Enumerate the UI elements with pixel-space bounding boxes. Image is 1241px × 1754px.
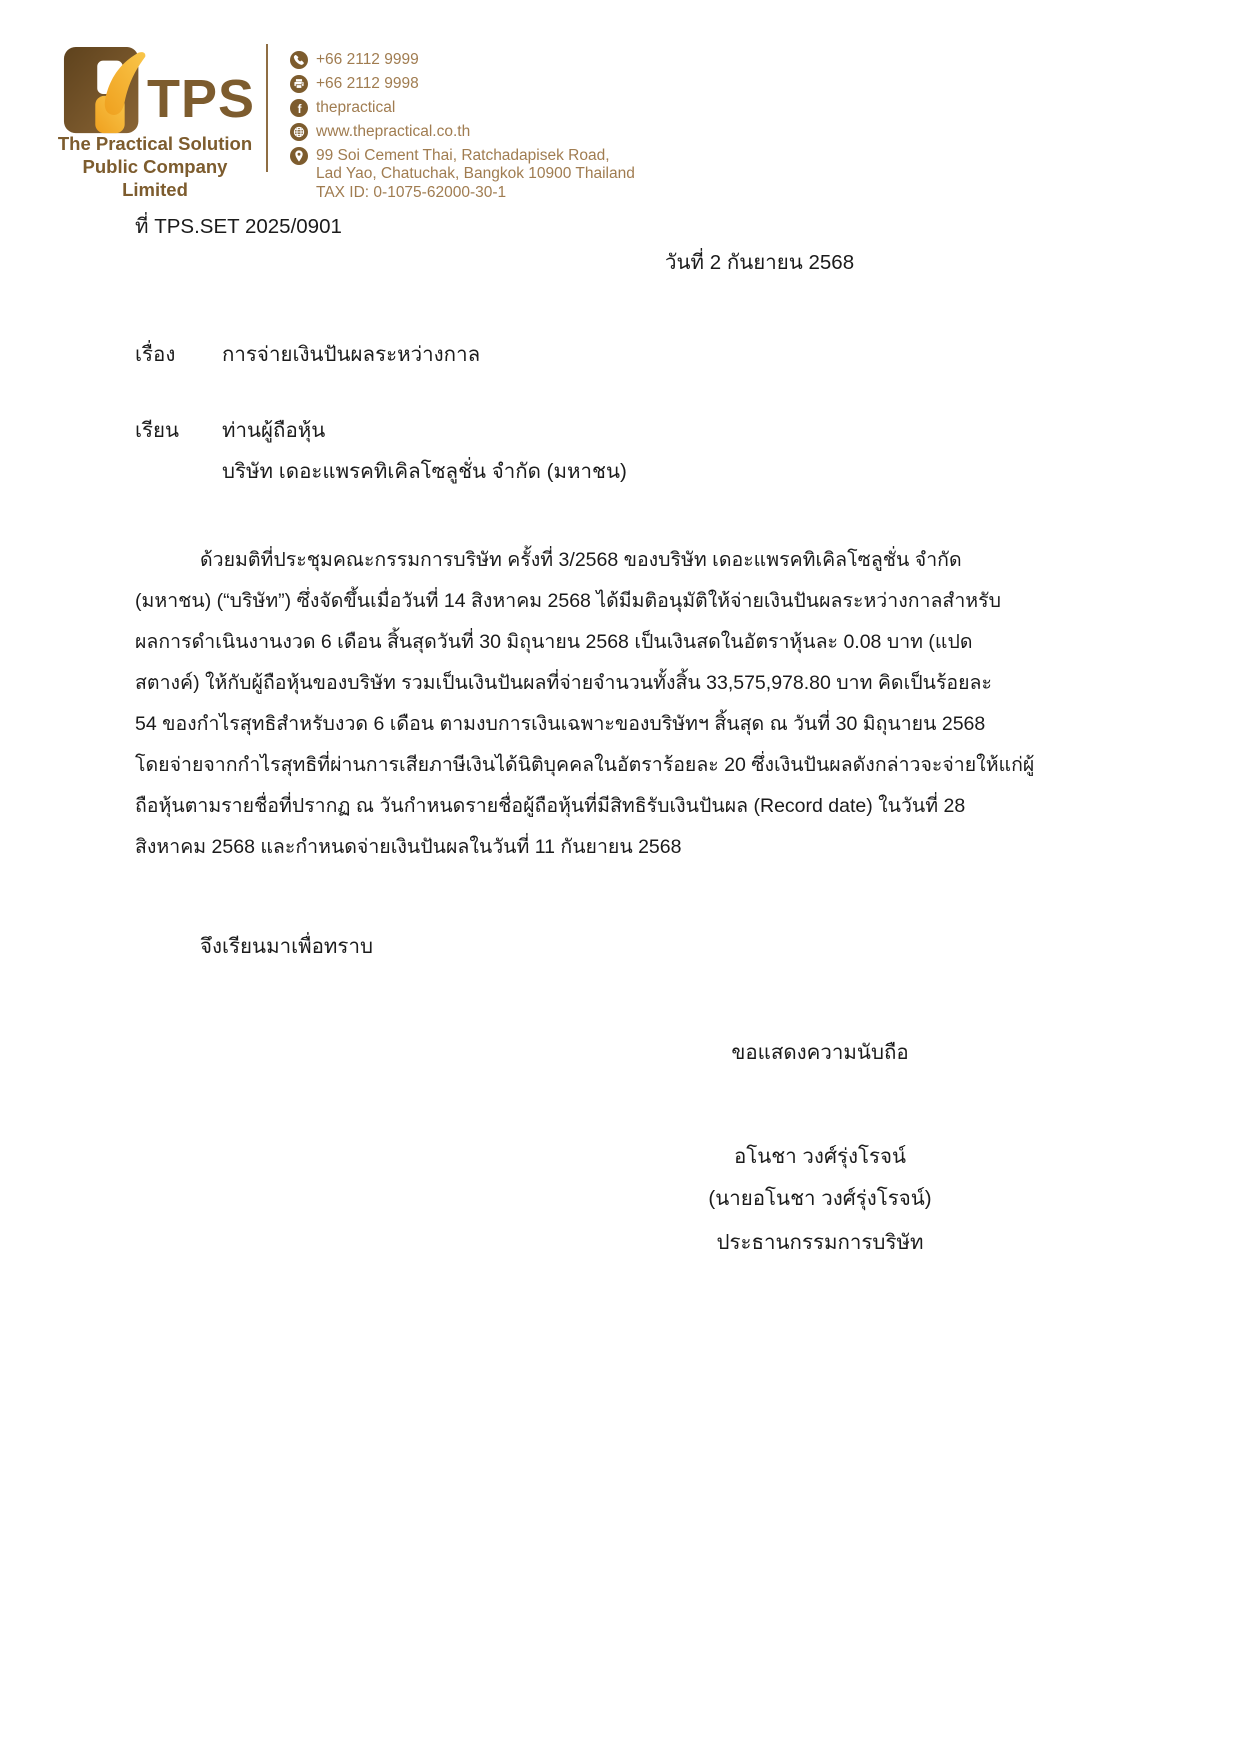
body-line: ถือหุ้นตามรายชื่อที่ปรากฏ ณ วันกำหนดรายชื่อผู้ถือหุ้นที่มีสิทธิรับเงินปันผล (Record date) ในวันที่ 28 [135, 795, 966, 817]
body-line: ผลการดำเนินงานงวด 6 เดือน สิ้นสุดวันที่ 30 มิถุนายน 2568 เป็นเงินสดในอัตราหุ้นละ 0.08 บาท (แปด [135, 631, 973, 653]
body-line: สตางค์) ให้กับผู้ถือหุ้นของบริษัท รวมเป็นเงินปันผลที่จ่ายจำนวนทั้งสิ้น 33,575,978.80 บาท คิดเป็นร้อยละ [135, 672, 992, 694]
svg-text:f: f [297, 102, 302, 116]
contact-facebook: thepractical [316, 99, 396, 116]
contact-address-line1: 99 Soi Cement Thai, Ratchadapisek Road, [316, 147, 610, 164]
brand-tagline-1: The Practical Solution [57, 133, 253, 154]
salutation-text: ท่านผู้ถือหุ้น [222, 419, 326, 442]
globe-icon [290, 123, 308, 141]
contact-tax-id: TAX ID: 0-1075-62000-30-1 [316, 184, 507, 201]
salutation-label: เรียน [135, 419, 180, 442]
signer-title: ประธานกรรมการบริษัท [716, 1231, 924, 1254]
letterhead-divider [266, 44, 268, 172]
brand-tagline-2: Public Company Limited [82, 156, 228, 200]
body-line: สิงหาคม 2568 และกำหนดจ่ายเงินปันผลในวันที่ 11 กันยายน 2568 [135, 836, 682, 858]
signer-name: อโนชา วงศ์รุ่งโรจน์ [733, 1145, 907, 1168]
contact-row-website [290, 123, 470, 141]
body-line: 54 ของกำไรสุทธิสำหรับงวด 6 เดือน ตามงบการเงินเฉพาะของบริษัทฯ สิ้นสุด ณ วันที่ 30 มิถุนายน 2568 [135, 713, 986, 735]
recipient-company-name: บริษัท เดอะแพรคทิเคิลโซลูชั่น จำกัด (มหาชน) [222, 460, 627, 483]
contact-row-phone [290, 51, 419, 69]
contact-phone: +66 2112 9999 [316, 51, 419, 68]
brand-taglines [54, 132, 256, 201]
phone-icon [290, 51, 308, 69]
fax-icon [290, 75, 308, 93]
contact-address-line2: Lad Yao, Chatuchak, Bangkok 10900 Thailand [316, 165, 635, 182]
contact-row-address [290, 147, 610, 165]
letter-date: วันที่ 2 กันยายน 2568 [665, 251, 855, 274]
body-line: โดยจ่ายจากกำไรสุทธิที่ผ่านการเสียภาษีเงินได้นิติบุคคลในอัตราร้อยละ 20 ซึ่งเงินปันผลดังกล่าวจะจ่ายให้แก่ผู้ [135, 754, 1035, 776]
subject-label: เรื่อง [135, 343, 176, 366]
contact-row-fax [290, 75, 419, 93]
subject-text: การจ่ายเงินปันผลระหว่างกาล [222, 343, 481, 366]
location-pin-icon [290, 147, 308, 165]
body-line: ด้วยมติที่ประชุมคณะกรรมการบริษัท ครั้งที่ 3/2568 ของบริษัท เดอะแพรคทิเคิลโซลูชั่น จำกัด [200, 549, 962, 571]
complimentary-close: ขอแสดงความนับถือ [731, 1041, 909, 1064]
facebook-icon [290, 99, 308, 117]
tps-logo-icon [62, 44, 156, 140]
reference-number: ที่ TPS.SET 2025/0901 [135, 215, 342, 238]
contact-fax: +66 2112 9998 [316, 75, 419, 92]
contact-row-facebook [290, 99, 395, 117]
closing-line: จึงเรียนมาเพื่อทราบ [200, 935, 373, 958]
brand-wordmark: TPS [147, 69, 256, 129]
signer-name-full: (นายอโนชา วงศ์รุ่งโรจน์) [708, 1187, 932, 1210]
body-line: (มหาชน) (“บริษัท”) ซึ่งจัดขึ้นเมื่อวันที่ 14 สิงหาคม 2568 ได้มีมติอนุมัติให้จ่ายเงินปันผลระหว่างกาลสำหรับ [135, 590, 1001, 612]
body-paragraph [135, 540, 1110, 868]
contact-website: www.thepractical.co.th [316, 123, 471, 140]
